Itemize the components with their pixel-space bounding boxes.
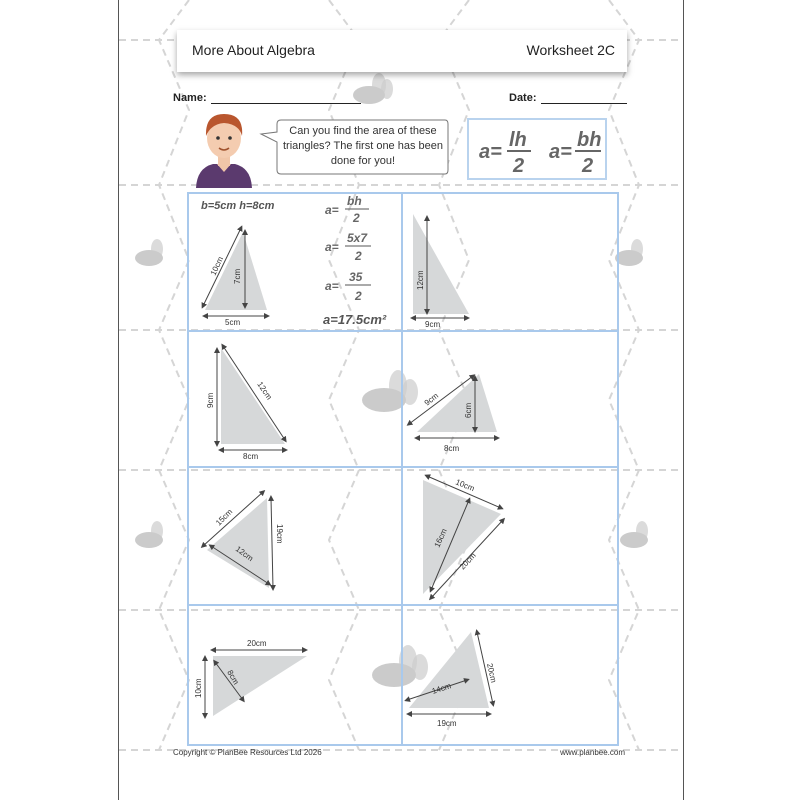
triangle-2-label: 12cm: [416, 270, 425, 290]
triangle-3-label: 8cm: [243, 452, 259, 461]
speech-bubble-text: Can you find the area of these triangles? The first one has been done for you!: [282, 125, 443, 167]
triangle-5-label: 12cm: [233, 544, 255, 564]
worksheet-page: [118, 0, 684, 800]
step1-num: bh: [347, 194, 362, 208]
triangle-6-label: 16cm: [432, 527, 449, 549]
triangle-8-label: 14cm: [430, 681, 453, 696]
step3-prefix: a=: [325, 279, 339, 293]
triangles-layer: [119, 0, 683, 800]
triangle-4: [409, 374, 497, 453]
name-label: Name:: [173, 92, 207, 104]
triangle-3-label: 9cm: [206, 392, 215, 408]
formula-lh-lhs: a=: [479, 141, 502, 163]
triangle-1: [203, 228, 267, 327]
worksheet-number: Worksheet 2C: [526, 42, 615, 58]
triangle-6: [423, 476, 503, 598]
page-title: More About Algebra: [192, 42, 315, 58]
triangle-6-label: 10cm: [454, 477, 476, 494]
worked-example-given: b=5cm h=8cm: [201, 200, 275, 212]
formula-lh-den: 2: [513, 155, 525, 177]
formula-bh-num: bh: [577, 129, 602, 151]
website-link[interactable]: www.planbee.com: [560, 748, 625, 757]
step2-den: 2: [355, 249, 362, 263]
triangle-8-label: 20cm: [485, 662, 499, 684]
triangle-8: [407, 632, 498, 728]
step1-den: 2: [353, 211, 360, 225]
triangle-2: [413, 214, 469, 329]
triangle-4-label: 8cm: [444, 444, 460, 453]
worked-example-answer: a=17.5cm²: [323, 312, 387, 327]
triangle-3: [206, 346, 285, 461]
step2-num: 5x7: [347, 231, 368, 245]
triangle-1-label: 5cm: [225, 318, 241, 327]
formula-lh-num: lh: [509, 129, 527, 151]
triangle-5-label: 15cm: [214, 507, 235, 528]
triangle-3-label: 12cm: [255, 380, 274, 402]
worked-example-steps: [323, 194, 403, 314]
triangle-1-label: 10cm: [208, 255, 226, 277]
triangle-2-label: 9cm: [425, 320, 441, 329]
triangle-5: [203, 492, 284, 588]
formula-bh-lhs: a=: [549, 141, 572, 163]
triangle-4-label: 6cm: [464, 402, 473, 418]
triangle-7-label: 10cm: [194, 678, 203, 698]
step3-den: 2: [355, 289, 362, 303]
triangle-7-label: 8cm: [225, 668, 241, 687]
formula-bh-den: 2: [582, 155, 594, 177]
step3-num: 35: [349, 270, 363, 284]
triangle-8-label: 19cm: [437, 719, 457, 728]
date-label: Date:: [509, 92, 537, 104]
copyright-text: Copyright © PlanBee Resources Ltd 2026: [173, 748, 322, 757]
triangle-7: [194, 639, 307, 716]
triangle-7-label: 20cm: [247, 639, 267, 648]
triangle-1-label: 7cm: [233, 268, 242, 284]
triangle-5-label: 19cm: [275, 524, 284, 544]
triangle-4-label: 9cm: [422, 391, 441, 408]
step1-prefix: a=: [325, 203, 339, 217]
triangle-6-label: 20cm: [457, 550, 478, 572]
step2-prefix: a=: [325, 240, 339, 254]
